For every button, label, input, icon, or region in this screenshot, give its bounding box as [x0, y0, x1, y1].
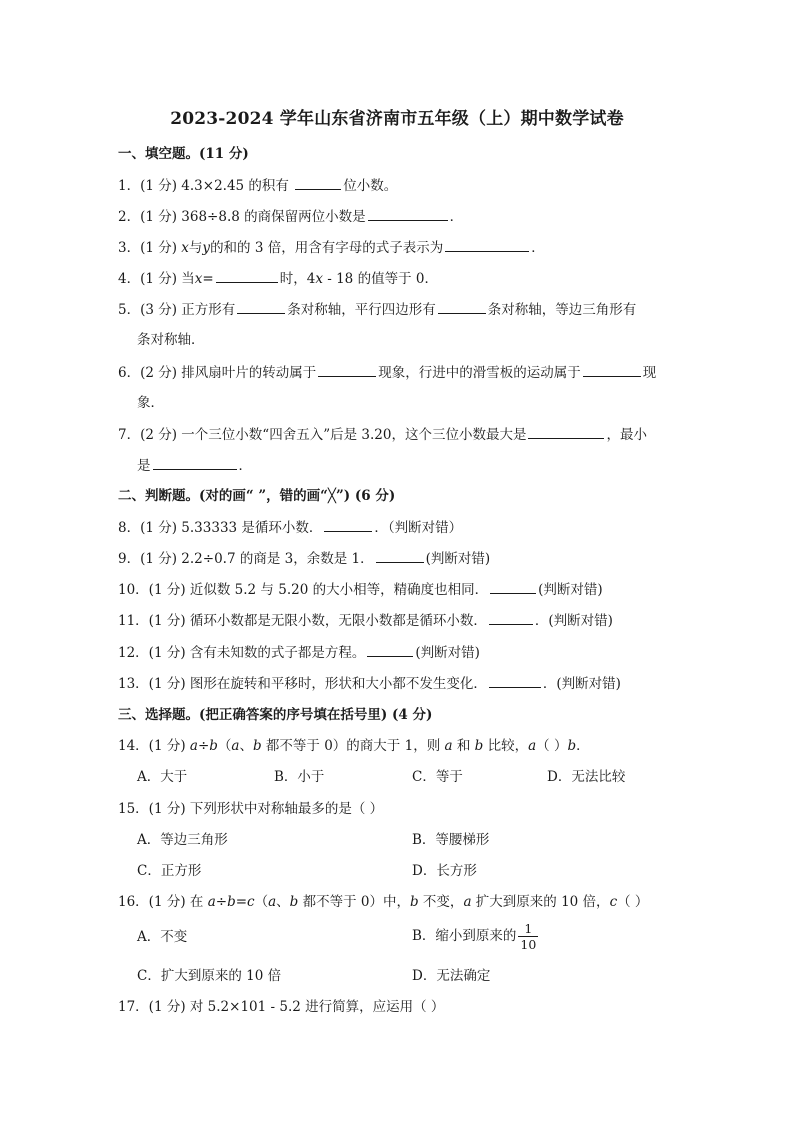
question-14-text: 都不等于 0）的商大于 1，则 — [261, 738, 445, 754]
question-16-text: 扩大到原来的 10 倍， — [471, 894, 610, 910]
question-5-continued: 条对称轴． — [137, 332, 205, 348]
question-6-text: 6．(2 分) 排风扇叶片的转动属于 — [118, 365, 317, 381]
question-8-text-end: ．（判断对错） — [374, 520, 463, 536]
question-5 — [118, 299, 684, 320]
question-16-text: 、 — [276, 894, 290, 910]
answer-blank[interactable] — [318, 362, 376, 377]
question-2-text-end: ． — [449, 209, 464, 225]
q15-option-a[interactable]: A．等边三角形 — [137, 832, 228, 848]
question-13-text: 13．(1 分) 图形在旋转和平移时，形状和大小都不发生变化． — [118, 676, 487, 692]
question-12 — [118, 642, 684, 663]
question-4-text: 时，4 — [279, 271, 316, 287]
variable-b: b — [209, 738, 218, 754]
answer-blank[interactable] — [490, 579, 536, 594]
answer-blank[interactable] — [376, 548, 424, 563]
question-7-text: ，最小 — [606, 427, 647, 443]
question-10-text: 10．(1 分) 近似数 5.2 与 5.20 的大小相等，精确度也相同． — [118, 582, 489, 598]
question-11-text: 11．(1 分) 循环小数都是无限小数，无限小数都是循环小数． — [118, 613, 487, 629]
question-4-text: 4．(1 分) 当 — [118, 271, 195, 287]
question-2 — [118, 206, 684, 227]
question-1-text: 1．(1 分) 4.3×2.45 的积有 — [118, 178, 294, 194]
question-6-text: 现象，行进中的滑雪板的运动属于 — [378, 365, 581, 381]
question-14-text: （ — [217, 738, 232, 754]
answer-parentheses[interactable]: （ ） — [617, 894, 649, 910]
question-3-text-end: ． — [531, 240, 545, 256]
question-16-text: 16．(1 分) 在 — [118, 894, 208, 910]
section-heading-multiple-choice: 三、选择题。(把正确答案的序号填在括号里) (4 分) — [118, 707, 433, 723]
variable-a: a — [528, 738, 537, 754]
question-14-text: 14．(1 分) — [118, 738, 190, 754]
answer-blank[interactable] — [237, 299, 285, 314]
variable-b: b — [567, 738, 577, 754]
q14-option-d[interactable]: D．无法比较 — [547, 769, 626, 785]
question-11 — [118, 610, 684, 631]
question-5-text: 条对称轴，等边三角形有 — [487, 302, 637, 318]
question-17: 17．(1 分) 对 5.2×101 - 5.2 进行简算，应运用（ ） — [118, 999, 445, 1015]
question-11-text-end: ．(判断对错) — [534, 613, 613, 629]
answer-blank[interactable] — [489, 610, 533, 625]
question-7-text: 7．(2 分) 一个三位小数“四舍五入”后是 3.20，这个三位小数最大是 — [118, 427, 527, 443]
question-6 — [118, 362, 684, 383]
q16-option-b-label: B．缩小到原来的 — [412, 928, 517, 944]
answer-blank[interactable] — [216, 268, 278, 283]
variable-b: b — [289, 894, 299, 910]
question-16-text: 都不等于 0）中， — [298, 894, 410, 910]
variable-b: b — [474, 738, 484, 754]
variable-b: b — [227, 894, 236, 910]
variable-y: y — [202, 240, 211, 256]
answer-blank[interactable] — [324, 517, 372, 532]
question-9-text-end: (判断对错) — [425, 551, 491, 567]
q14-option-c[interactable]: C．等于 — [412, 769, 463, 785]
question-16 — [118, 892, 684, 912]
question-10-text-end: (判断对错) — [538, 582, 603, 598]
q14-option-a[interactable]: A．大于 — [137, 769, 188, 785]
fraction-numerator: 1 — [518, 921, 538, 937]
question-3-text: 的和的 3 倍，用含有字母的式子表示为 — [210, 240, 444, 256]
fraction-denominator: 10 — [520, 937, 537, 952]
question-6-text: 现 — [642, 365, 657, 381]
question-15: 15．(1 分) 下列形状中对称轴最多的是（ ） — [118, 801, 384, 817]
question-7-text-end: ． — [238, 458, 252, 474]
variable-a: a — [268, 894, 277, 910]
question-7 — [118, 424, 684, 445]
answer-blank[interactable] — [438, 299, 486, 314]
question-4 — [118, 268, 684, 289]
answer-blank[interactable] — [445, 237, 529, 252]
variable-c: c — [609, 894, 618, 910]
answer-blank[interactable] — [489, 673, 541, 688]
question-3-text: 与 — [188, 240, 203, 256]
variable-a: a — [444, 738, 453, 754]
question-14-text: 和 — [452, 738, 475, 754]
page-title: 2023-2024 学年山东省济南市五年级（上）期中数学试卷 — [170, 109, 624, 129]
q15-option-c[interactable]: C．正方形 — [137, 863, 202, 879]
q15-option-b[interactable]: B．等腰梯形 — [412, 832, 490, 848]
question-14-text-end: ． — [576, 738, 590, 754]
section-heading-true-false: 二、判断题。(对的画“ ”，错的画“╳”) (6 分) — [118, 488, 396, 504]
question-12-text: 12．(1 分) 含有未知数的式子都是方程。 — [118, 645, 366, 661]
q14-option-b[interactable]: B．小于 — [274, 769, 325, 785]
question-14-text: 比较， — [483, 738, 529, 754]
question-16-text: （ — [254, 894, 269, 910]
question-16-text: 不变， — [418, 894, 464, 910]
question-2-text: 2．(1 分) 368÷8.8 的商保留两位小数是 — [118, 209, 366, 225]
variable-a: a — [189, 738, 198, 754]
answer-blank[interactable] — [583, 362, 641, 377]
answer-blank[interactable] — [153, 455, 237, 470]
variable-x: x — [181, 240, 189, 256]
question-10 — [118, 579, 684, 600]
question-13 — [118, 673, 684, 694]
question-1-text-end: 位小数。 — [343, 178, 398, 194]
variable-x: x — [315, 271, 323, 287]
question-5-text: 5．(3 分) 正方形有 — [118, 302, 236, 318]
q16-option-d[interactable]: D．无法确定 — [412, 968, 491, 984]
question-6-continued: 象． — [137, 395, 164, 411]
answer-blank[interactable] — [368, 206, 448, 221]
variable-b: b — [252, 738, 262, 754]
question-12-text-end: (判断对错) — [415, 645, 480, 661]
q16-option-c[interactable]: C．扩大到原来的 10 倍 — [137, 968, 282, 984]
q16-option-a[interactable]: A．不变 — [137, 929, 188, 945]
question-16-text: = — [235, 894, 248, 910]
question-7-text: 是 — [137, 458, 151, 474]
question-8-text: 8．(1 分) 5.33333 是循环小数． — [118, 520, 323, 536]
question-8 — [118, 517, 684, 538]
variable-x: x — [194, 271, 203, 287]
answer-blank[interactable] — [367, 642, 413, 657]
question-9-text: 9．(1 分) 2.2÷0.7 的商是 3，余数是 1． — [118, 551, 374, 567]
question-16-text: ÷ — [215, 894, 228, 910]
variable-a: a — [463, 894, 472, 910]
question-3 — [118, 237, 684, 258]
variable-c: c — [247, 894, 255, 910]
q15-option-d[interactable]: D．长方形 — [412, 863, 477, 879]
question-4-text-end: - 18 的值等于 0． — [322, 271, 438, 287]
question-1 — [118, 175, 684, 196]
question-14-text: 、 — [239, 738, 253, 754]
variable-a: a — [207, 894, 216, 910]
fraction-one-tenth — [518, 921, 538, 952]
answer-parentheses[interactable]: （ ） — [536, 738, 568, 754]
question-14 — [118, 736, 684, 756]
question-4-text: = — [202, 271, 214, 287]
answer-blank[interactable] — [528, 424, 604, 439]
variable-b: b — [409, 894, 419, 910]
question-7-continued — [137, 455, 252, 476]
question-13-text-end: ．(判断对错) — [542, 676, 621, 692]
question-9 — [118, 548, 684, 569]
section-heading-fill-blank: 一、填空题。(11 分) — [118, 146, 249, 162]
variable-a: a — [231, 738, 240, 754]
answer-blank[interactable] — [295, 175, 341, 190]
question-5-text: 条对称轴，平行四边形有 — [287, 302, 436, 318]
q16-option-b[interactable] — [412, 920, 538, 952]
question-3-text: 3．(1 分) — [118, 240, 182, 256]
question-14-text: ÷ — [197, 738, 210, 754]
